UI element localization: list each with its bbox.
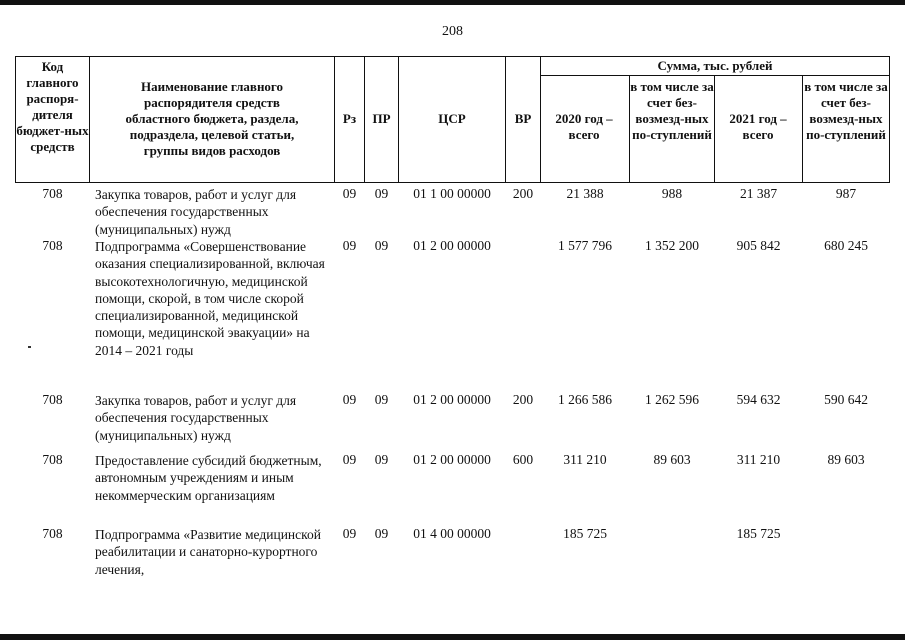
header-code: Код главного распоря-дителя бюджет-ных средств xyxy=(16,59,89,154)
cell-csr: 01 2 00 00000 xyxy=(413,452,491,467)
cell-name: Подпрограмма «Развитие медицинской реабилитации и санаторно-курортного лечения, xyxy=(95,527,321,577)
scan-edge-top xyxy=(0,0,905,5)
cell-name: Закупка товаров, работ и услуг для обеспечения государственных (муниципальных) нужд xyxy=(95,187,297,237)
col-line xyxy=(540,56,541,183)
cell-rz: 09 xyxy=(342,238,357,253)
page-number: 208 xyxy=(442,24,463,39)
cell-pr: 09 xyxy=(374,238,389,253)
header-csr: ЦСР xyxy=(438,111,466,126)
header-vr: ВР xyxy=(514,111,532,126)
cell-code: 708 xyxy=(42,392,63,407)
cell-2021-free: 590 642 xyxy=(824,392,868,407)
cell-vr: 200 xyxy=(512,392,534,407)
cell-code: 708 xyxy=(42,238,63,253)
col-line xyxy=(714,75,715,183)
col-line xyxy=(89,56,90,183)
cell-2021-free: 987 xyxy=(835,186,857,201)
header-pr: ПР xyxy=(372,111,391,126)
header-2021-free: в том числе за счет без-возмезд-ных по-ступлений xyxy=(804,79,888,142)
cell-2020-free: 1 352 200 xyxy=(645,238,699,253)
cell-2020-free: 1 262 596 xyxy=(645,392,699,407)
cell-2020-free: 89 603 xyxy=(653,452,691,467)
cell-2021-free: 89 603 xyxy=(827,452,865,467)
cell-rz: 09 xyxy=(342,392,357,407)
cell-vr: 200 xyxy=(512,186,534,201)
cell-rz: 09 xyxy=(342,452,357,467)
cell-2020-total: 1 577 796 xyxy=(558,238,612,253)
cell-pr: 09 xyxy=(374,452,389,467)
scan-edge-bottom xyxy=(0,634,905,640)
cell-csr: 01 2 00 00000 xyxy=(413,392,491,407)
header-sum-group: Сумма, тыс. рублей xyxy=(657,58,773,73)
cell-vr: 600 xyxy=(512,452,534,467)
cell-rz: 09 xyxy=(342,186,357,201)
header-bottom-border xyxy=(15,182,890,183)
cell-code: 708 xyxy=(42,452,63,467)
cell-csr: 01 4 00 00000 xyxy=(413,526,491,541)
cell-2020-free: 988 xyxy=(661,186,683,201)
cell-2020-total: 1 266 586 xyxy=(558,392,612,407)
header-2020-total: 2020 год – всего xyxy=(555,111,613,142)
header-rz: Рз xyxy=(342,111,357,126)
cell-2021-total: 21 387 xyxy=(739,186,778,201)
cell-csr: 01 2 00 00000 xyxy=(413,238,491,253)
cell-2020-total: 311 210 xyxy=(563,452,607,467)
header-2021-total: 2021 год – всего xyxy=(729,111,787,142)
header-top-border xyxy=(15,56,890,57)
cell-2020-total: 21 388 xyxy=(566,186,604,201)
cell-pr: 09 xyxy=(374,392,389,407)
sum-group-divider xyxy=(540,75,890,76)
cell-2021-total: 185 725 xyxy=(736,526,781,541)
cell-2021-free: 680 245 xyxy=(824,238,868,253)
cell-pr: 09 xyxy=(374,526,389,541)
col-line xyxy=(889,56,890,183)
cell-2021-total: 905 842 xyxy=(736,238,781,253)
cell-code: 708 xyxy=(42,186,63,201)
cell-code: 708 xyxy=(42,526,63,541)
cell-2020-total: 185 725 xyxy=(563,526,607,541)
cell-2021-total: 311 210 xyxy=(736,452,781,467)
scan-speck xyxy=(28,346,31,348)
cell-csr: 01 1 00 00000 xyxy=(413,186,491,201)
cell-rz: 09 xyxy=(342,526,357,541)
header-name: Наименование главного распорядителя средств областного бюджета, раздела, подраздела, целевой статьи, группы видов расходов xyxy=(125,79,299,158)
cell-2021-total: 594 632 xyxy=(736,392,781,407)
cell-pr: 09 xyxy=(374,186,389,201)
header-2020-free: в том числе за счет без-возмезд-ных по-ступлений xyxy=(630,79,714,142)
cell-name: Предоставление субсидий бюджетным, автономным учреждениям и иным некоммерческим организациям xyxy=(95,453,322,503)
cell-name: Подпрограмма «Совершенствование оказания специализированной, включая высокотехнологичную, медицинской помощи, скорой, в том числе скорой специализированной, медицинской помощи, медицинской эвакуации» на 2014 – 2021 годы xyxy=(95,239,325,358)
cell-name: Закупка товаров, работ и услуг для обеспечения государственных (муниципальных) нужд xyxy=(95,393,297,443)
